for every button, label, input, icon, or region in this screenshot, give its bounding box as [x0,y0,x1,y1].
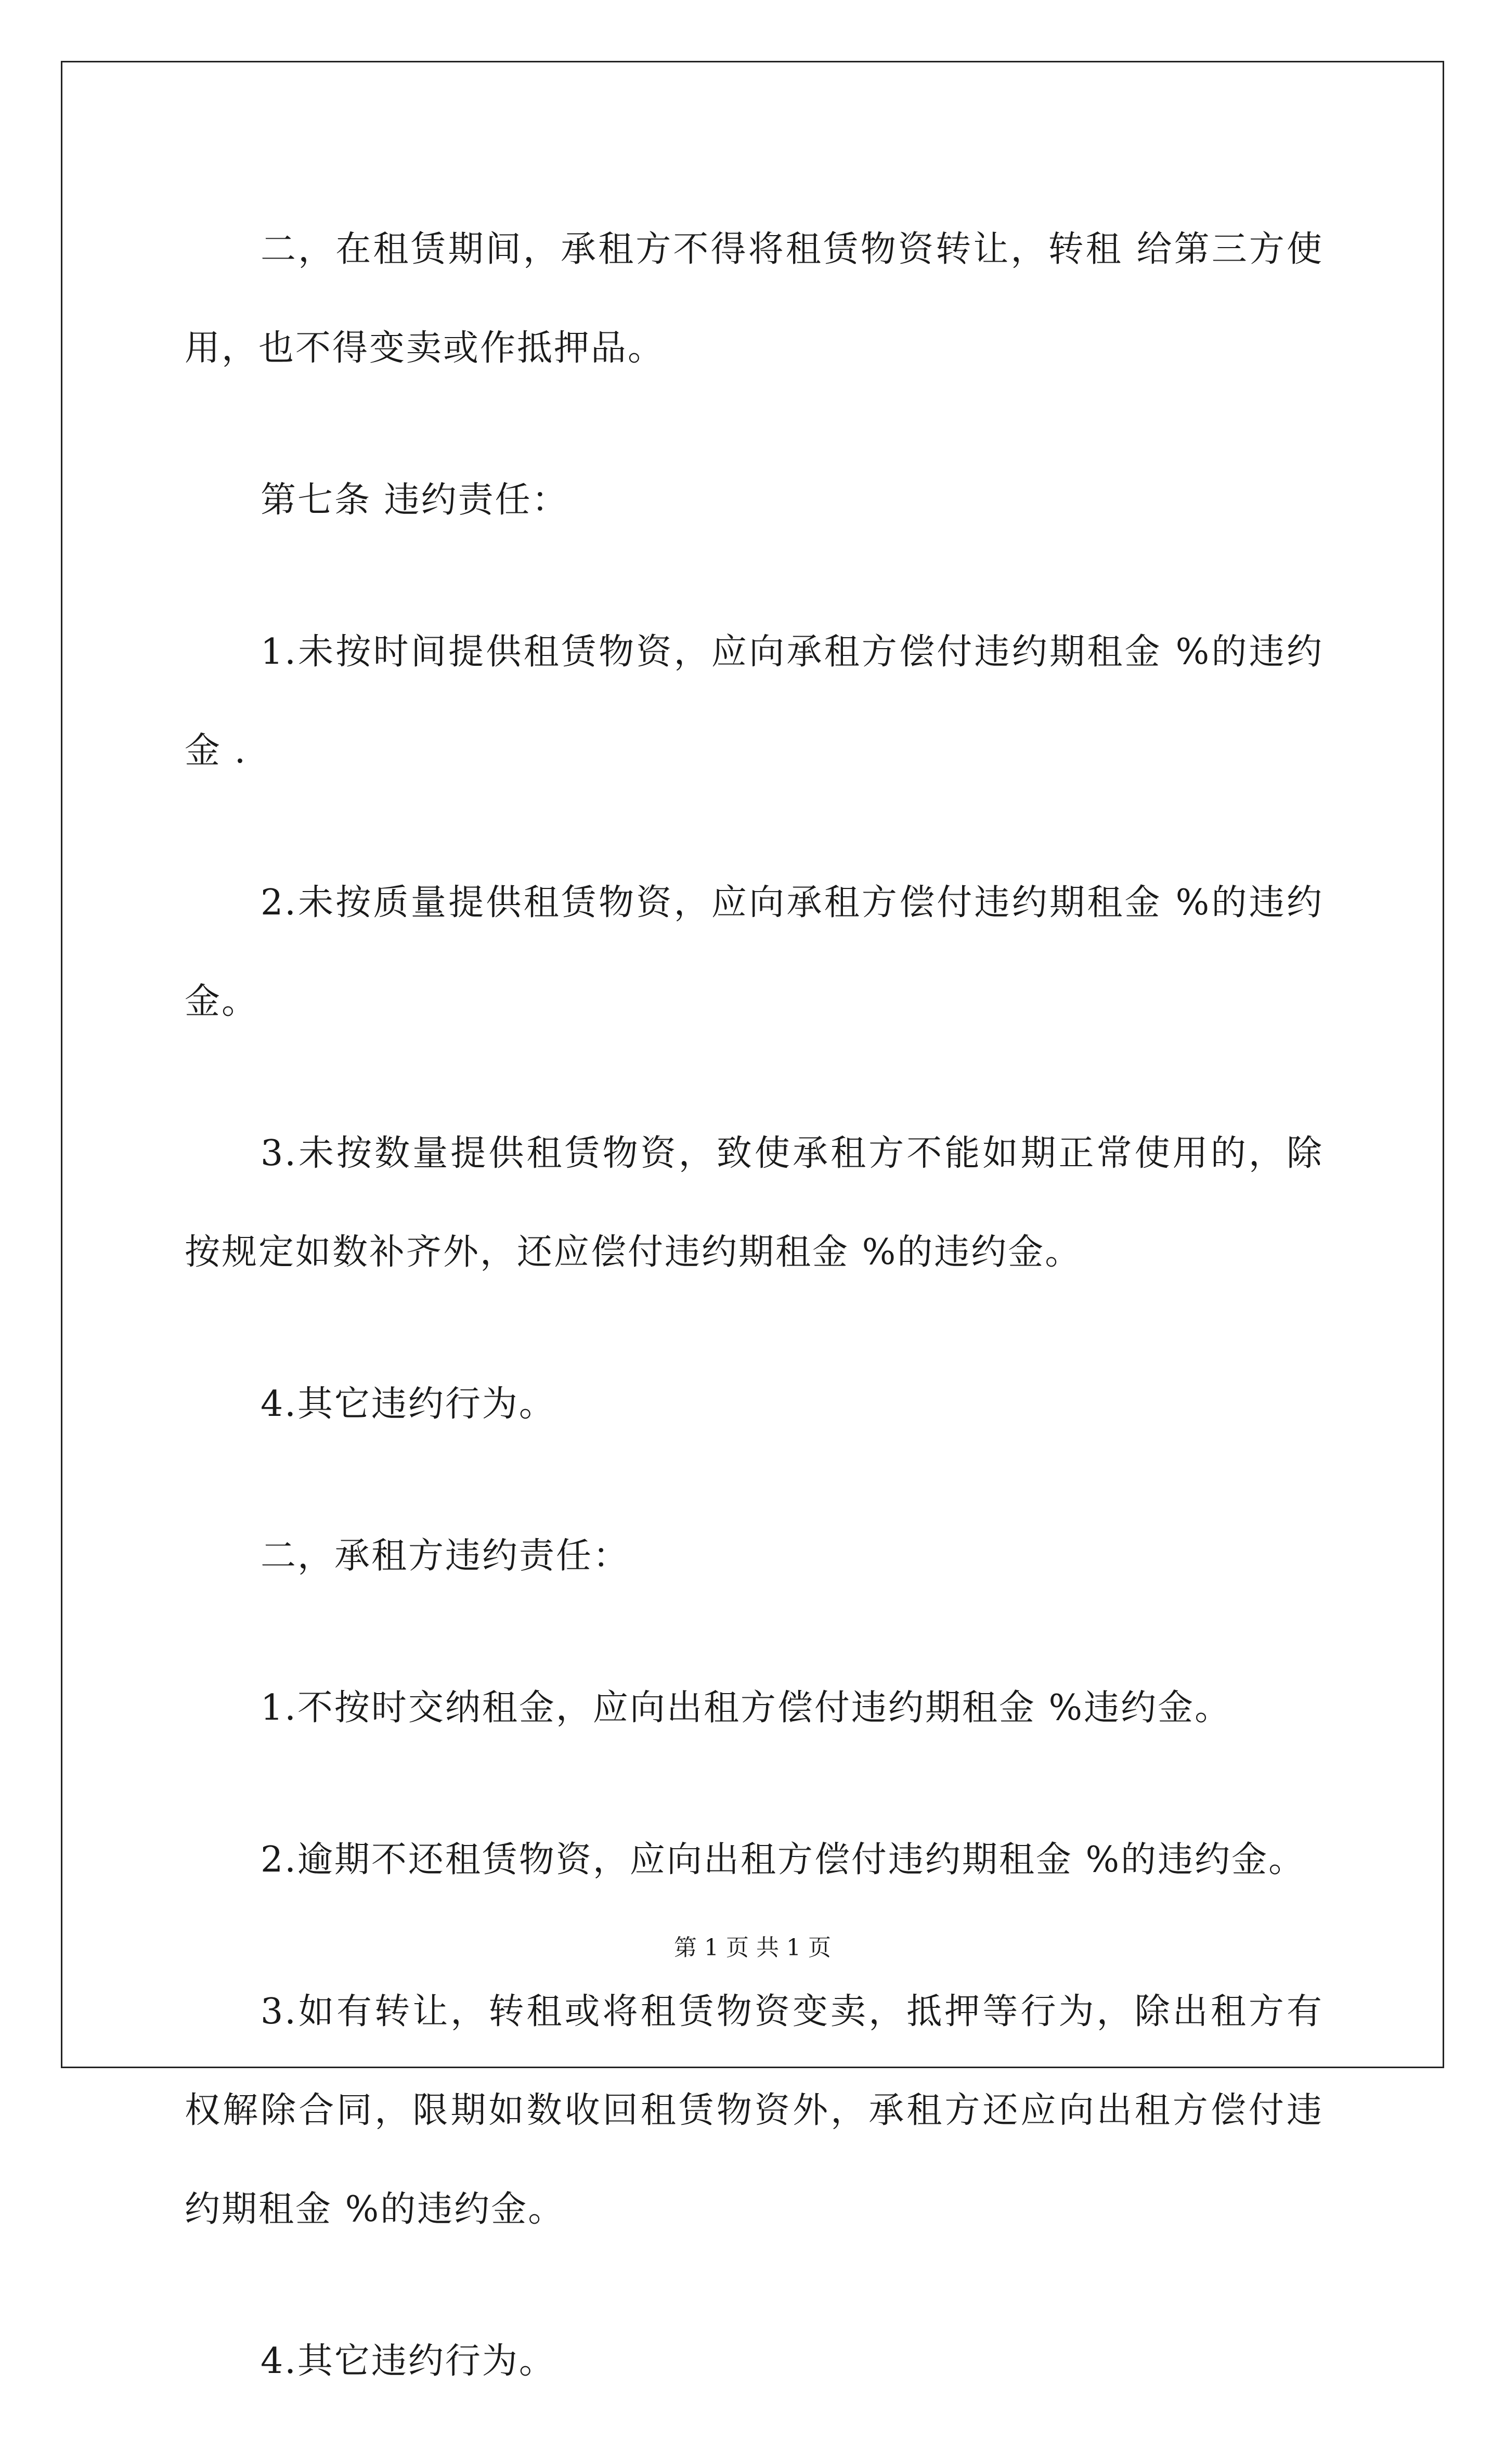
paragraph: 1.不按时交纳租金，应向出租方偿付违约期租金 %违约金。 [261,1687,1232,1728]
paragraph: 3.如有转让，转租或将租赁物资变卖，抵押等行为，除出租方有权解除合同，限期如数收回租赁物资外，承租方还应向出租方偿付违约期租金 %的违约金。 [185,1991,1324,2230]
paragraph: 1.未按时间提供租赁物资，应向承租方偿付违约期租金 %的违约金 . [185,631,1324,771]
subsection-heading: 二，承租方违约责任： [261,1536,630,1577]
paragraph: 4.其它违约行为。 [261,2341,556,2382]
page-number-footer: 第 1 页 共 1 页 [674,1934,831,1961]
paragraph: 2.未按质量提供租赁物资，应向承租方偿付违约期租金 %的违约金。 [185,882,1324,1022]
paragraph: 4.其它违约行为。 [261,1384,556,1425]
paragraph: 2.逾期不还租赁物资，应向出租方偿付违约期租金 %的违约金。 [261,1839,1306,1880]
paragraph: 3.未按数量提供租赁物资，致使承租方不能如期正常使用的，除按规定如数补齐外，还应偿付违约期租金 %的违约金。 [185,1133,1324,1273]
paragraph: 二，在租赁期间，承租方不得将租赁物资转让，转租 给第三方使用，也不得变卖或作抵押品。 [185,229,1324,369]
section-heading: 第七条 违约责任： [261,480,569,521]
document-body [185,200,1324,2464]
